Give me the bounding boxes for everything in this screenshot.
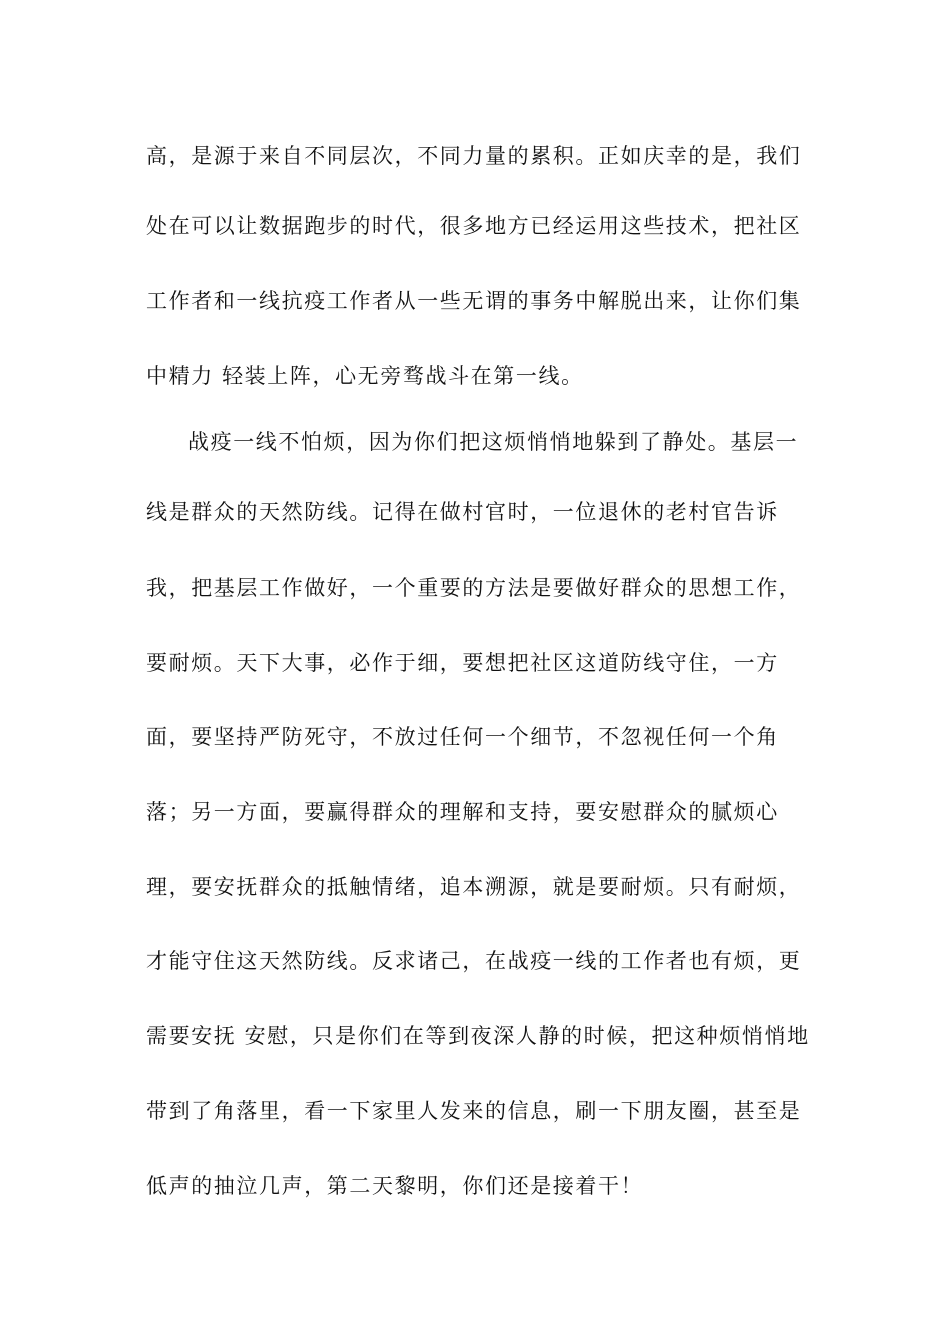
- text-line: 低声的抽泣几声，第二天黎明，你们还是接着干！: [146, 1174, 644, 1198]
- text-line: 理，要安抚群众的抵触情绪，追本溯源，就是要耐烦。只有耐烦，: [146, 875, 802, 899]
- text-line: 工作者和一线抗疫工作者从一些无谓的事务中解脱出来，让你们集: [146, 289, 802, 313]
- text-line: 才能守住这天然防线。反求诸己，在战疫一线的工作者也有烦，更: [146, 949, 802, 973]
- paragraph-first-line: 战疫一线不怕烦，因为你们把这烦悄悄地躲到了静处。基层一: [188, 430, 799, 454]
- text-line: 中精力 轻装上阵，心无旁骛战斗在第一线。: [146, 364, 584, 388]
- text-line: 处在可以让数据跑步的时代，很多地方已经运用这些技术，把社区: [146, 214, 802, 238]
- text-line: 高，是源于来自不同层次，不同力量的累积。正如庆幸的是，我们: [146, 144, 802, 168]
- text-line: 要耐烦。天下大事，必作于细，要想把社区这道防线守住，一方: [146, 651, 779, 675]
- text-line: 落；另一方面，要赢得群众的理解和支持，要安慰群众的腻烦心: [146, 800, 779, 824]
- text-line: 带到了角落里，看一下家里人发来的信息，刷一下朋友圈，甚至是: [146, 1099, 802, 1123]
- text-line: 需要安抚 安慰，只是你们在等到夜深人静的时候，把这种烦悄悄地: [146, 1024, 810, 1048]
- text-line: 线是群众的天然防线。记得在做村官时，一位退休的老村官告诉: [146, 500, 779, 524]
- text-line: 我，把基层工作做好，一个重要的方法是要做好群众的思想工作，: [146, 576, 802, 600]
- text-line: 面，要坚持严防死守，不放过任何一个细节，不忽视任何一个角: [146, 725, 779, 749]
